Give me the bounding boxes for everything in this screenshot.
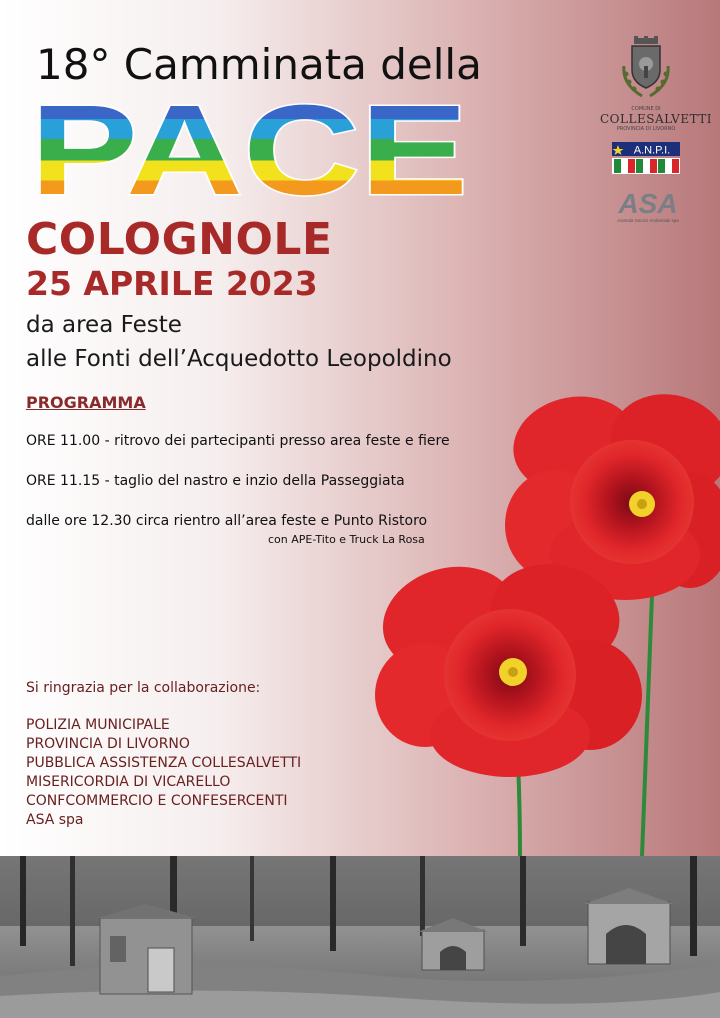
route-to: alle Fonti dell’Acquedotto Leopoldino <box>26 346 452 372</box>
program-item: ORE 11.15 - taglio del nastro e inzio della Passeggiata <box>26 473 405 489</box>
comune-label: COMUNE DI <box>631 106 661 112</box>
program-item: dalle ore 12.30 circa rientro all’area feste e Punto Ristoro <box>26 513 428 529</box>
pace-rainbow-title <box>30 100 470 202</box>
poppies-illustration <box>370 390 720 860</box>
comune-province: PROVINCIA DI LIVORNO <box>616 126 676 132</box>
asa-subtitle: Azienda Servizi Ambientali spa <box>617 218 679 223</box>
thanks-heading: Si ringrazia per la collaborazione: <box>26 680 261 696</box>
comune-logo <box>600 36 713 132</box>
pace-word: PACE <box>30 100 468 202</box>
fonti-leopoldine-photo <box>0 856 720 1018</box>
anpi-text: A.N.P.I. <box>633 144 671 157</box>
partner-item: PROVINCIA DI LIVORNO <box>26 736 190 752</box>
location: COLOGNOLE <box>26 214 333 265</box>
route-from: da area Feste <box>26 312 182 338</box>
partner-list <box>26 716 301 830</box>
asa-logo <box>604 188 692 224</box>
poppy-lower <box>371 552 642 777</box>
partner-item: PUBBLICA ASSISTENZA COLLESALVETTI <box>26 755 302 771</box>
comune-name: COLLESALVETTI <box>600 112 713 126</box>
event-title: 18° Camminata della <box>36 40 482 89</box>
asa-text: ASA <box>618 188 678 219</box>
partner-item: CONFCOMMERCIO E CONFESERCENTI <box>26 793 288 809</box>
anpi-logo <box>612 142 680 174</box>
program-item: ORE 11.00 - ritrovo dei partecipanti presso area feste e fiere <box>26 433 450 449</box>
partner-item: POLIZIA MUNICIPALE <box>26 717 170 733</box>
partner-item: MISERICORDIA DI VICARELLO <box>26 774 231 790</box>
program-note: con APE-Tito e Truck La Rosa <box>268 533 425 546</box>
event-date: 25 APRILE 2023 <box>26 264 318 303</box>
program-heading: PROGRAMMA <box>26 393 146 412</box>
coat-of-arms-icon <box>616 36 676 102</box>
partner-item: ASA spa <box>26 812 84 828</box>
